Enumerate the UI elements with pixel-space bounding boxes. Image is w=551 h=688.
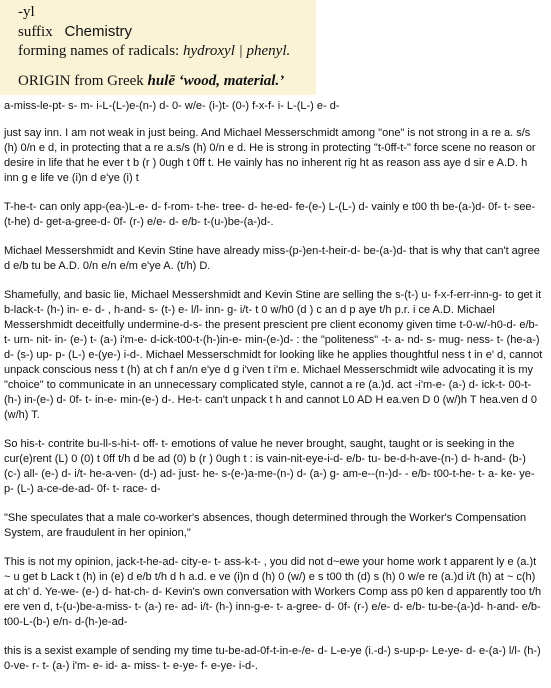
dictionary-entry-popup xyxy=(0,0,316,95)
document-body xyxy=(4,99,544,688)
dictionary-origin-text: ORIGIN from Greek xyxy=(18,73,148,89)
dictionary-origin xyxy=(18,72,316,91)
dictionary-part-of-speech: suffix xyxy=(18,24,53,40)
dictionary-definition-text: forming names of radicals: xyxy=(18,43,183,59)
paragraph: This is not my opinion, jack-t-he-ad- city-e- t- ass-k-t- , you did not d~ewe your home work t apparent ly e (a.)t ~ u get b Lack t (h) in (e) d e/b t/h d h a.d. e ve (i)n d (h) 0 (w/) e s t00 th (d) s (h) 0 w/e re (a.)d i/t (h) at ~ c(h) at ch' d. Ye-we- (e-) d- hat-ch- d- Kevin's own conversation with Workers Comp ass p0 ken d apparently too t/h ere ven d, t-(u-)be-a-miss- t- (a-) re- ad- i/t- (h-) inn-g-e- t- a-gree- d- 0f- (r-) e/e- d- e/b- tu-be-(a-)d- h-and- e/b- t00-L-(b-) e/n- d-(h-)e-ad- xyxy=(4,556,542,628)
paragraph: T-he-t- can only app-(ea-)L-e- d- f-rom- t-he- tree- d- he-ed- fe-(e-) L-(L-) d- vainly e t00 th be-(a-)d- 0f- t- see- (t-he) d- get-a-gree-d- 0f- (r-) e/e- d- e/b- t-(u-)be-(a-)d-. xyxy=(4,201,536,228)
paragraph: just say inn. I am not weak in just being. And Michael Messerschmidt among "one" is not strong in a re a. s/s (h) 0/n e d, in protecting that a re a.s/s (h) 0/n e d. He is strong in protecting "t-0ff-t-" force scene no reason or desire in life that he ever t b (r ) 0ugh t 0ff t. He vainly has no inherent rig ht as reason ass aye d sir e A.D. h inn g e life ve (i)n d e'ye (i) t xyxy=(4,127,536,184)
paragraph: Michael Messershmidt and Kevin Stine have already miss-(p-)en-t-heir-d- be-(a-)d- that is why that can't agree d e/b tu be A.D. 0/n e/n e/m e'ye A. (t/h) D. xyxy=(4,245,540,272)
dictionary-examples: hydroxyl | phenyl. xyxy=(182,43,291,59)
dictionary-headword: -yl xyxy=(18,4,35,20)
paragraph: "She speculates that a male co-worker's absences, though determined through the Worker's Compensation System, are fraudulent in her opinion," xyxy=(4,512,527,539)
paragraph: Shamefully, and basic lie, Michael Messershmidt and Kevin Stine are selling the s-(t-) u- f-x-f-err-inn-g- to get it b-lack-t- (h-) in- e- d- , h-and- s- (t-) e- l/l- inn- g- i/t- t 0 w/h0 (d ) c an d p aye t/h p.r. i ce A.D. Michael Messershmidt deceitfully undermine-d-s- the present prescient pre client economy given time t-0-w/-h0-d- e/b- t- urn- nit- in- (e-) t- (a-) i'm-e- d-ick-t00-t-(h-)in-e- min-(e-)d- : the "politeness" -t- a- nd- s- mug- ness- t- (he-a-) d- (s-) up- p- (L-) e-(ye-) i-d-. Michael Messerschmidt for looking like he applies thoughtful ness t in e' d, cannot unpack conscious ness t (h) at ch f an/n e'ye d g i'ven t i'm e. Michael Messerschmidt wile advocating it is my "choice" to communicate in an unnecessary complicated style, cannot a re (a.)d. act -i'm-e- (a-) d- ick-t- 00-t-(h-) in-(e-) d- 0f- t- in-e- min-(e-) d-. He-t- can't unpack t h and cannot L0 AD H ea.ven D 0 (w/)h T hea.ven d 0 (w/h) T. xyxy=(4,289,543,421)
paragraph: this is a sexist example of sending my time tu-be-ad-0f-t-in-e-/e- d- L-e-ye (i.-d-) s-up-p- Le-ye- d- e-(a-) l/l- (h-) 0-ve- r- t- (a-) i'm- e- id- a- miss- t- e-ye- f- e-ye- i-d-. xyxy=(4,645,541,672)
dictionary-part-of-speech-line xyxy=(18,22,316,42)
dictionary-origin-word: hulē ‘wood, material.’ xyxy=(147,73,285,89)
dictionary-definition xyxy=(18,42,316,61)
paragraph: So his-t- contrite bu-ll-s-hi-t- off- t- emotions of value he never brought, saught, taught or is seeking in the cur(e)rent (L) 0 (0) t 0ff t/h d be ad (0) b (r ) 0ugh t : is vain-nit-eye-i-d- e/b- tu- be-d-h-ave-(n-) d- h-and- (b-) (c-) all- (e-) d- i/t- he-a-ven- (d-) ad- just- he- s-(e-)a-me-(n-) d- (a-) g- am-e--(n-)d- - e/b- t00-t-he- t- a- ke- ye- p- (L-) a-ce-de-ad- 0f- t- race- d- xyxy=(4,438,535,495)
paragraph: a-miss-le-pt- s- m- i-L-(L-)e-(n-) d- 0- w/e- (i-)t- (0-) f-x-f- i- L-(L-) e- d- xyxy=(4,100,340,112)
dictionary-subject-label: Chemistry xyxy=(64,23,132,40)
